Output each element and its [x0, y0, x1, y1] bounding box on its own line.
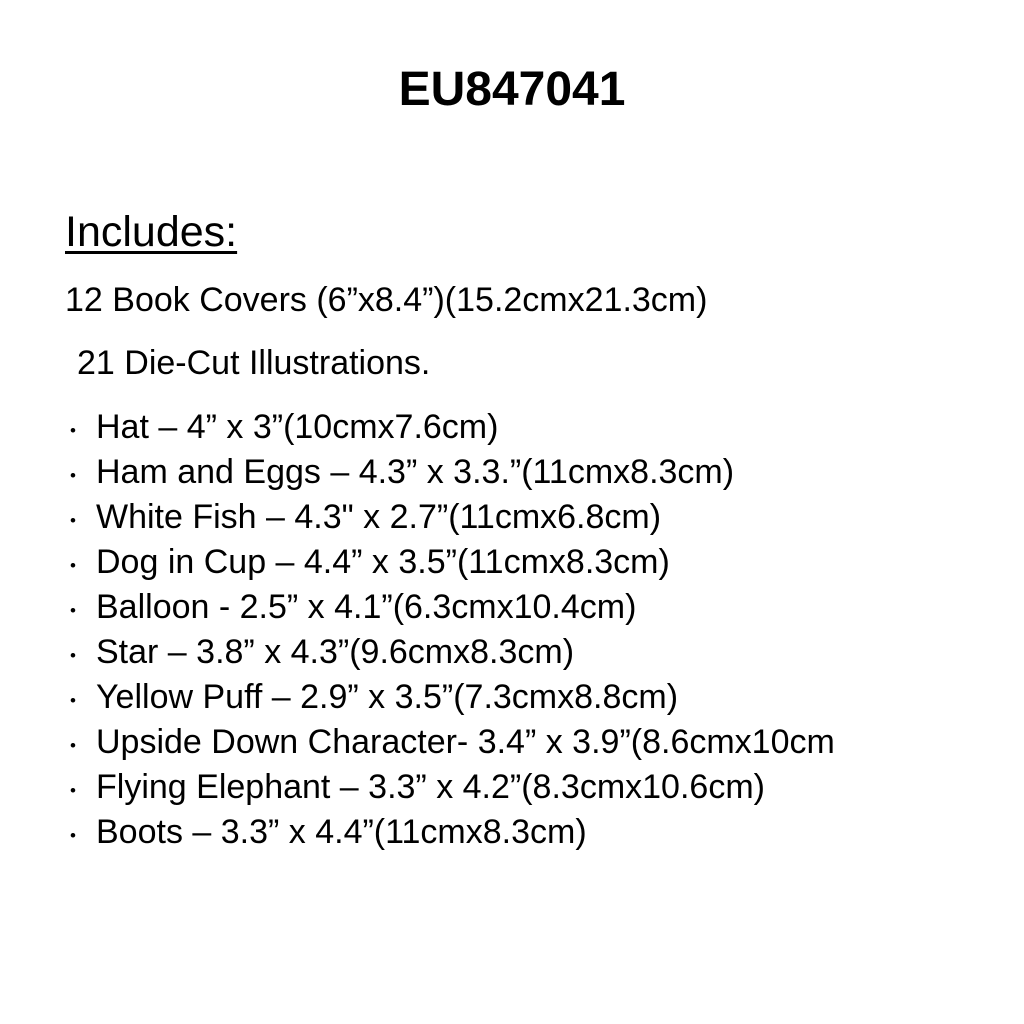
- list-item: [65, 675, 1004, 720]
- bullet-icon: •: [70, 781, 76, 800]
- item-label: Ham and Eggs – 4.3” x 3.3.”(11cmx8.3cm): [96, 453, 735, 491]
- die-cut-items-list: [65, 405, 1004, 855]
- page-title: EU847041: [398, 63, 626, 116]
- list-item: [65, 405, 1004, 450]
- intro-line-die-cut: 21 Die-Cut Illustrations.: [77, 344, 431, 382]
- bullet-icon: •: [70, 421, 76, 440]
- item-label: Star – 3.8” x 4.3”(9.6cmx8.3cm): [96, 633, 575, 671]
- item-label: Upside Down Character- 3.4” x 3.9”(8.6cmx10cm: [96, 723, 835, 761]
- list-item: [65, 450, 1004, 495]
- item-label: Balloon - 2.5” x 4.1”(6.3cmx10.4cm): [96, 588, 637, 626]
- includes-heading: Includes:: [65, 208, 238, 256]
- list-item: [65, 630, 1004, 675]
- item-label: Flying Elephant – 3.3” x 4.2”(8.3cmx10.6cm): [96, 768, 765, 806]
- list-item: [65, 810, 1004, 855]
- bullet-icon: •: [70, 601, 76, 620]
- bullet-icon: •: [70, 466, 76, 485]
- item-label: Hat – 4” x 3”(10cmx7.6cm): [96, 408, 499, 446]
- bullet-icon: •: [70, 556, 76, 575]
- list-item: [65, 585, 1004, 630]
- item-label: Boots – 3.3” x 4.4”(11cmx8.3cm): [96, 813, 587, 851]
- bullet-icon: •: [70, 736, 76, 755]
- bullet-icon: •: [70, 826, 76, 845]
- list-item: [65, 765, 1004, 810]
- bullet-icon: •: [70, 691, 76, 710]
- list-item: [65, 495, 1004, 540]
- intro-line-book-covers: 12 Book Covers (6”x8.4”)(15.2cmx21.3cm): [65, 281, 708, 319]
- bullet-icon: •: [70, 511, 76, 530]
- list-item: [65, 720, 1004, 765]
- item-label: Yellow Puff – 2.9” x 3.5”(7.3cmx8.8cm): [96, 678, 679, 716]
- item-label: White Fish – 4.3" x 2.7”(11cmx6.8cm): [96, 498, 662, 536]
- list-item: [65, 540, 1004, 585]
- item-label: Dog in Cup – 4.4” x 3.5”(11cmx8.3cm): [96, 543, 670, 581]
- bullet-icon: •: [70, 646, 76, 665]
